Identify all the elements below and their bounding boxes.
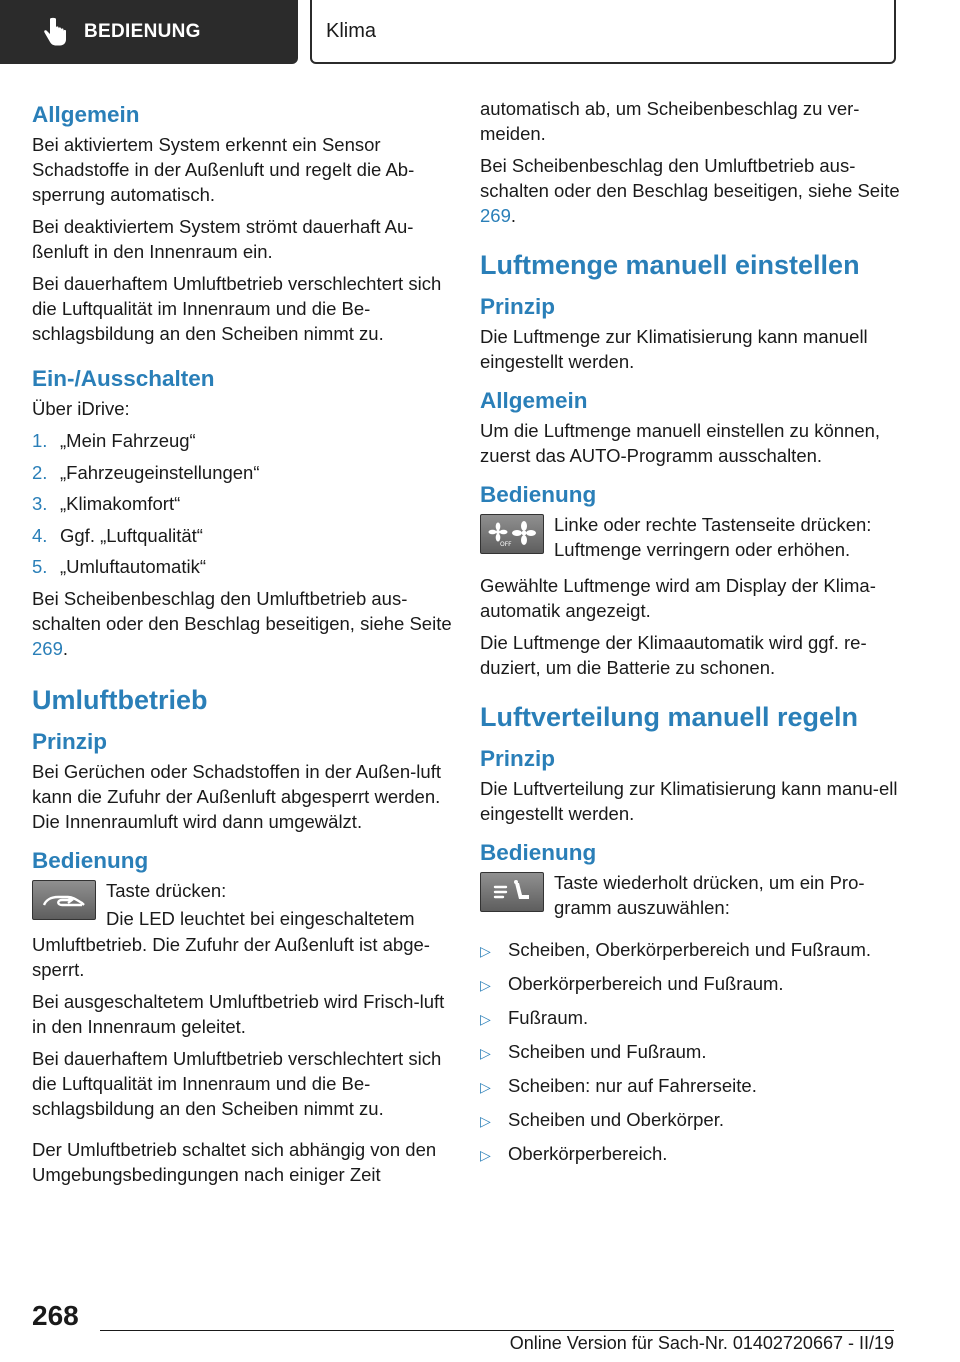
hand-pointer-icon bbox=[42, 17, 68, 47]
paragraph: Bei dauerhaftem Umluftbetrieb verschlechtert sich die Luftqualität im Innenraum und die Be-schlagsbildung an den Scheiben nimmt zu. bbox=[32, 273, 442, 344]
heading-allgemein: Allgemein bbox=[32, 102, 140, 127]
paragraph: Bei deaktiviertem System strömt dauerhaft Au-ßenluft in den Innenraum ein. bbox=[32, 216, 414, 262]
paragraph: Um die Luftmenge manuell einstellen zu können, zuerst das AUTO-Programm ausschalten. bbox=[480, 420, 881, 466]
list-item: ▷ Scheiben: nur auf Fahrerseite. bbox=[480, 1073, 900, 1100]
triangle-bullet-icon: ▷ bbox=[480, 1113, 491, 1129]
paragraph: Linke oder rechte Tastenseite drücken: Luftmenge verringern oder erhöhen. bbox=[554, 514, 872, 560]
recirculation-button-icon bbox=[32, 880, 96, 920]
list-item: ▷ Oberkörperbereich und Fußraum. bbox=[480, 971, 900, 998]
triangle-bullet-icon: ▷ bbox=[480, 1147, 491, 1163]
section-tab bbox=[0, 0, 298, 64]
paragraph: Bei dauerhaftem Umluftbetrieb verschlechtert sich die Luftqualität im Innenraum und die Be-schlagsbildung an den Scheiben nimmt zu. bbox=[32, 1047, 442, 1119]
paragraph: Die Luftmenge zur Klimatisierung kann manuell eingestellt werden. bbox=[480, 326, 868, 372]
list-item: ▷ Fußraum. bbox=[480, 1005, 900, 1032]
list-item: ▷ Scheiben und Oberkörper. bbox=[480, 1107, 900, 1134]
triangle-bullet-icon: ▷ bbox=[480, 1079, 491, 1095]
chapter-label: Klima bbox=[326, 19, 377, 42]
list-item: ▷ Oberkörperbereich. bbox=[480, 1141, 900, 1168]
page-number: 268 bbox=[32, 1300, 79, 1331]
paragraph: Die LED leuchtet bei eingeschaltetem bbox=[106, 907, 415, 929]
chapter-tab bbox=[310, 0, 896, 64]
seat-airflow-icon bbox=[489, 879, 535, 905]
heading-umluftbetrieb: Umluftbetrieb bbox=[32, 684, 208, 715]
footer-divider bbox=[100, 1330, 894, 1331]
paragraph: Bei aktiviertem System erkennt ein Sensor Schadstoffe in der Außenluft und regelt die Ab-sperrung automatisch. bbox=[32, 134, 415, 205]
paragraph: Bei Gerüchen oder Schadstoffen in der Außen-luft kann die Zufuhr der Außenluft abgesperrt werden. Die Innenraumluft wird dann umgewälzt. bbox=[32, 760, 441, 832]
paragraph: Über iDrive: bbox=[32, 398, 130, 419]
paragraph: Taste wiederholt drücken, um ein Pro-gramm auszuwählen: bbox=[554, 872, 865, 918]
fan-button-icon bbox=[480, 514, 544, 554]
paragraph: Bei ausgeschaltetem Umluftbetrieb wird Frisch-luft in den Innenraum geleitet. bbox=[32, 990, 445, 1037]
page-link[interactable]: 269 bbox=[480, 205, 511, 226]
list-item: 3. „Klimakomfort“ bbox=[32, 493, 181, 514]
air-distribution-button-icon bbox=[480, 872, 544, 912]
heading-allgemein: Allgemein bbox=[480, 388, 588, 413]
left-column bbox=[32, 100, 452, 1194]
list-item: ▷ Scheiben, Oberkörperbereich und Fußraum. bbox=[480, 937, 900, 964]
paragraph: Bei Scheibenbeschlag den Umluftbetrieb aus-schalten oder den Beschlag beseitigen, siehe Seite 269. bbox=[480, 155, 900, 226]
section-label: BEDIENUNG bbox=[84, 21, 201, 42]
right-column bbox=[480, 96, 900, 1175]
paragraph: Der Umluftbetrieb schaltet sich abhängig von den Umgebungsbedingungen nach einiger Zeit bbox=[32, 1138, 437, 1185]
paragraph: Umluftbetrieb. Die Zufuhr der Außenluft ist abge-sperrt. bbox=[32, 933, 430, 980]
air-distribution-control bbox=[480, 870, 900, 923]
triangle-bullet-icon: ▷ bbox=[480, 1011, 491, 1027]
list-item: ▷ Scheiben und Fußraum. bbox=[480, 1039, 900, 1066]
paragraph: Die Luftmenge der Klimaautomatik wird ggf. re-duziert, um die Batterie zu schonen. bbox=[480, 632, 867, 678]
heading-bedienung: Bedienung bbox=[32, 847, 149, 873]
fan-control bbox=[480, 512, 900, 565]
heading-luftmenge: Luftmenge manuell einstellen bbox=[480, 250, 860, 280]
paragraph: Die Luftverteilung zur Klimatisierung kann manu-ell eingestellt werden. bbox=[480, 778, 898, 824]
heading-prinzip: Prinzip bbox=[32, 728, 108, 754]
triangle-bullet-icon: ▷ bbox=[480, 977, 491, 993]
footer-text: Online Version für Sach-Nr. 01402720667 - II/19 bbox=[509, 1333, 894, 1353]
list-item: 4. Ggf. „Luftqualität“ bbox=[32, 524, 203, 546]
heading-luftverteilung: Luftverteilung manuell regeln bbox=[480, 702, 859, 732]
paragraph: Gewählte Luftmenge wird am Display der Klima-automatik angezeigt. bbox=[480, 575, 876, 621]
heading-bedienung: Bedienung bbox=[480, 482, 597, 507]
svg-text:OFF: OFF bbox=[500, 541, 512, 548]
paragraph: Bei Scheibenbeschlag den Umluftbetrieb aus-schalten oder den Beschlag beseitigen, siehe Seite 269. bbox=[32, 587, 452, 659]
heading-prinzip: Prinzip bbox=[480, 294, 556, 319]
air-distribution-options bbox=[480, 937, 900, 1168]
list-item: 2. „Fahrzeugeinstellungen“ bbox=[32, 461, 260, 483]
triangle-bullet-icon: ▷ bbox=[480, 1045, 491, 1061]
list-item: 1. „Mein Fahrzeug“ bbox=[32, 430, 196, 451]
heading-ein-ausschalten: Ein-/Ausschalten bbox=[32, 366, 215, 391]
paragraph: automatisch ab, um Scheibenbeschlag zu ver-meiden. bbox=[480, 98, 860, 144]
car-recirculation-icon bbox=[40, 888, 88, 912]
page-link[interactable]: 269 bbox=[32, 637, 63, 659]
fan-icon bbox=[486, 520, 538, 548]
heading-prinzip: Prinzip bbox=[480, 746, 556, 771]
idrive-steps bbox=[32, 428, 452, 579]
heading-bedienung: Bedienung bbox=[480, 840, 597, 865]
list-item: 5. „Umluftautomatik“ bbox=[32, 556, 206, 577]
paragraph: Taste drücken: bbox=[106, 879, 227, 901]
recirculation-control bbox=[32, 878, 452, 934]
triangle-bullet-icon: ▷ bbox=[480, 943, 491, 959]
